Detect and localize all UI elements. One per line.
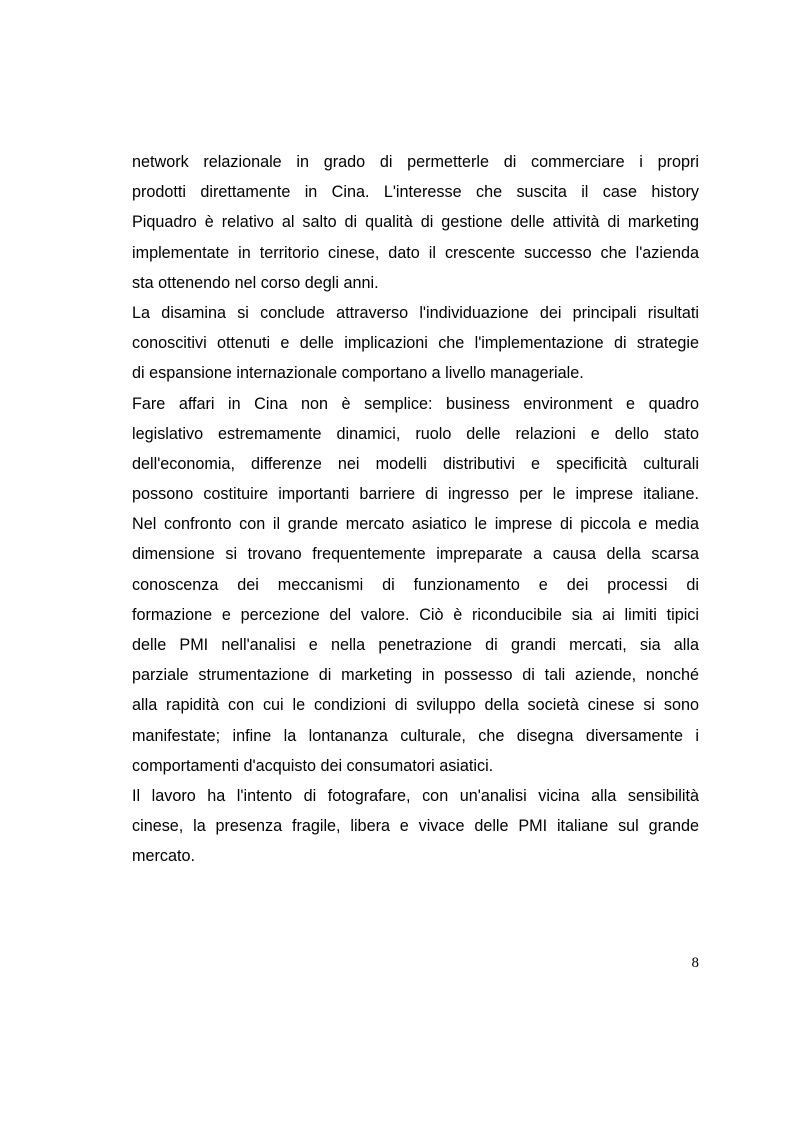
text-line: alla rapidità con cui le condizioni di sviluppo della società cinese si sono [132, 696, 699, 715]
text-line: dimensione si trovano frequentemente impreparate a causa della scarsa [132, 545, 699, 564]
paragraph-conclusion [132, 298, 699, 389]
paragraph-piquadro-case [132, 147, 699, 298]
text-line: sta ottenendo nel corso degli anni. [132, 273, 379, 292]
text-line: comportamenti d'acquisto dei consumatori asiatici. [132, 756, 494, 775]
body-text [132, 147, 699, 872]
text-line: parziale strumentazione di marketing in possesso di tali aziende, nonché [132, 666, 699, 685]
text-line: network relazionale in grado di permetterle di commerciare i propri [132, 153, 699, 171]
text-line: La disamina si conclude attraverso l'individuazione dei principali risultati [132, 303, 699, 322]
text-line: di espansione internazionale comportano a livello manageriale. [132, 364, 584, 383]
paragraph-business-in-china [132, 389, 699, 781]
text-line: Nel confronto con il grande mercato asiatico le imprese di piccola e media [132, 515, 699, 534]
text-line: Fare affari in Cina non è semplice: business environment e quadro [132, 394, 699, 413]
text-line: prodotti direttamente in Cina. L'interesse che suscita il case history [132, 183, 699, 202]
text-line: delle PMI nell'analisi e nella penetrazione di grandi mercati, sia alla [132, 636, 699, 654]
text-line: possono costituire importanti barriere di ingresso per le imprese italiane. [132, 485, 699, 504]
text-line: Piquadro è relativo al salto di qualità di gestione delle attività di marketing [132, 213, 699, 232]
text-line: dell'economia, differenze nei modelli distributivi e specificità culturali [132, 454, 699, 473]
text-line: conoscitivi ottenuti e delle implicazioni che l'implementazione di strategie [132, 334, 699, 353]
text-line: manifestate; infine la lontananza culturale, che disegna diversamente i [132, 726, 699, 745]
paragraph-work-intent [132, 781, 699, 872]
page-number: 8 [691, 955, 699, 971]
text-line: conoscenza dei meccanismi di funzionamento e dei processi di [132, 575, 699, 594]
text-line: implementate in territorio cinese, dato il crescente successo che l'azienda [132, 243, 699, 262]
text-line: mercato. [132, 847, 195, 866]
text-line: Il lavoro ha l'intento di fotografare, con un'analisi vicina alla sensibilità [132, 786, 699, 805]
text-line: cinese, la presenza fragile, libera e vivace delle PMI italiane sul grande [132, 817, 699, 836]
text-line: legislativo estremamente dinamici, ruolo delle relazioni e dello stato [132, 424, 699, 443]
text-line: formazione e percezione del valore. Ciò è riconducibile sia ai limiti tipici [132, 605, 699, 624]
